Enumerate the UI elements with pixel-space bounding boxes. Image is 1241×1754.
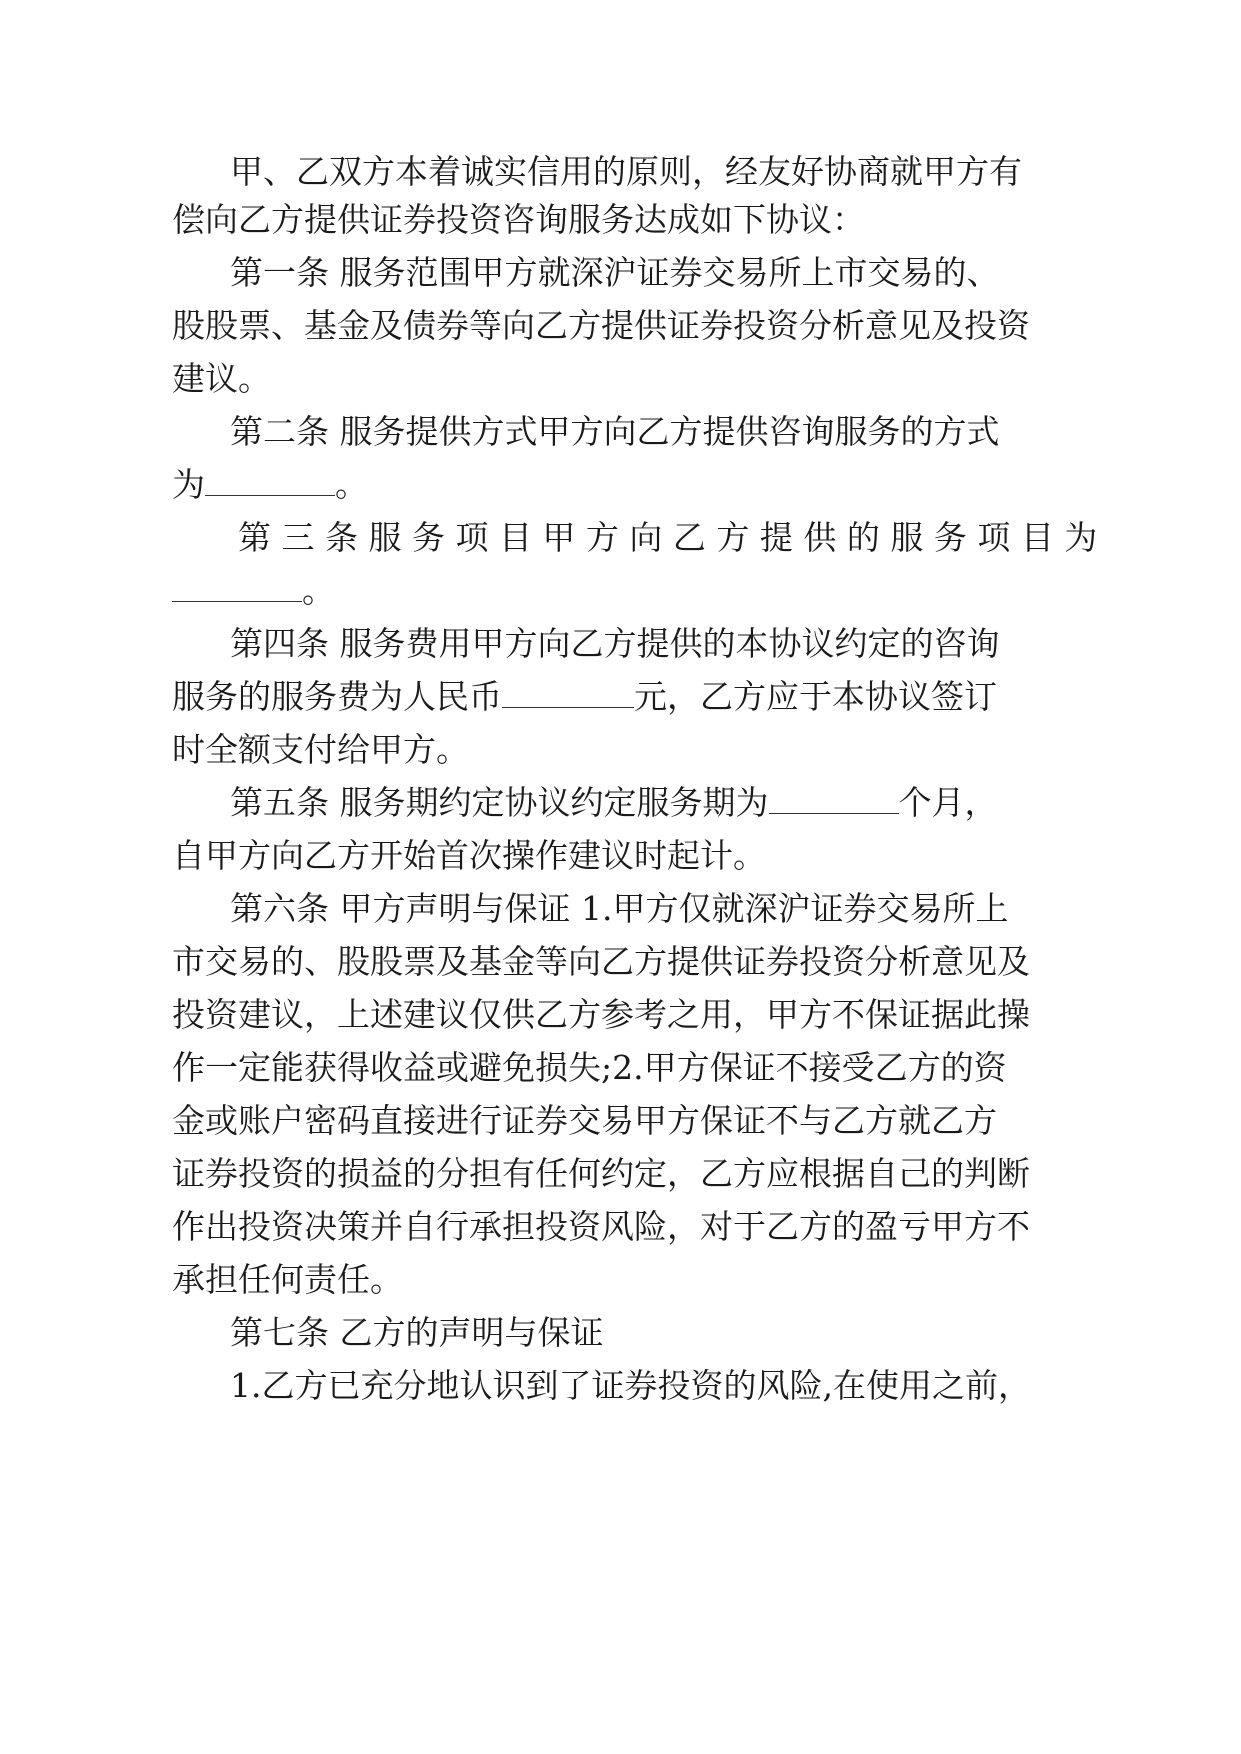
article-6-line: 证券投资的损益的分担有任何约定，乙方应根据自己的判断 (172, 1154, 1030, 1193)
article-6-line: 作一定能获得收益或避免损失;2.甲方保证不接受乙方的资 (172, 1048, 1007, 1087)
article-3-text: 。 (302, 571, 335, 610)
paragraph-line: 甲、乙双方本着诚实信用的原则，经友好协商就甲方有 (230, 152, 1022, 191)
article-3-line: 第 三 条 服 务 项 目 甲 方 向 乙 方 提 供 的 服 务 项 目 为 (238, 518, 1098, 557)
article-5-line: 自甲方向乙方开始首次操作建议时起计。 (172, 836, 766, 875)
blank-fill-line (172, 573, 302, 602)
article-2-line (172, 465, 368, 505)
article-6-line: 作出投资决策并自行承担投资风险，对于乙方的盈亏甲方不 (172, 1207, 1030, 1246)
article-2-line: 第二条 服务提供方式甲方向乙方提供咨询服务的方式 (230, 412, 1000, 451)
paragraph-line: 偿向乙方提供证券投资咨询服务达成如下协议： (172, 200, 865, 239)
article-6-line: 金或账户密码直接进行证券交易甲方保证不与乙方就乙方 (172, 1101, 997, 1140)
article-4-line: 第四条 服务费用甲方向乙方提供的本协议约定的咨询 (230, 624, 1000, 663)
blank-fill-line (502, 679, 634, 708)
article-4-text: 元，乙方应于本协议签订 (634, 677, 997, 716)
article-5-text: 个月， (898, 783, 998, 822)
blank-fill-line (205, 467, 335, 496)
blank-fill-line (769, 785, 899, 814)
article-6-line: 承担任何责任。 (172, 1260, 403, 1299)
article-1-line: 第一条 服务范围甲方就深沪证券交易所上市交易的、 (230, 253, 1000, 292)
article-1-line: 股股票、基金及债券等向乙方提供证券投资分析意见及投资 (172, 306, 1030, 345)
article-2-text: 为 (172, 465, 205, 504)
article-6-line: 第六条 甲方声明与保证 1.甲方仅就深沪证券交易所上 (230, 889, 1009, 928)
article-3-line (172, 571, 335, 611)
article-4-line (172, 677, 997, 717)
article-5-line (230, 783, 998, 823)
article-6-line: 市交易的、股股票及基金等向乙方提供证券投资分析意见及 (172, 942, 1030, 981)
article-4-line: 时全额支付给甲方。 (172, 730, 469, 769)
article-5-text: 第五条 服务期约定协议约定服务期为 (230, 783, 769, 822)
article-1-line: 建议。 (172, 359, 271, 398)
article-4-text: 服务的服务费为人民币 (172, 677, 502, 716)
article-7-heading: 第七条 乙方的声明与保证 (230, 1313, 604, 1352)
article-7-line: 1.乙方已充分地认识到了证券投资的风险,在使用之前， (230, 1366, 1031, 1405)
article-2-text: 。 (335, 465, 368, 504)
article-6-line: 投资建议，上述建议仅供乙方参考之用，甲方不保证据此操 (172, 995, 1030, 1034)
